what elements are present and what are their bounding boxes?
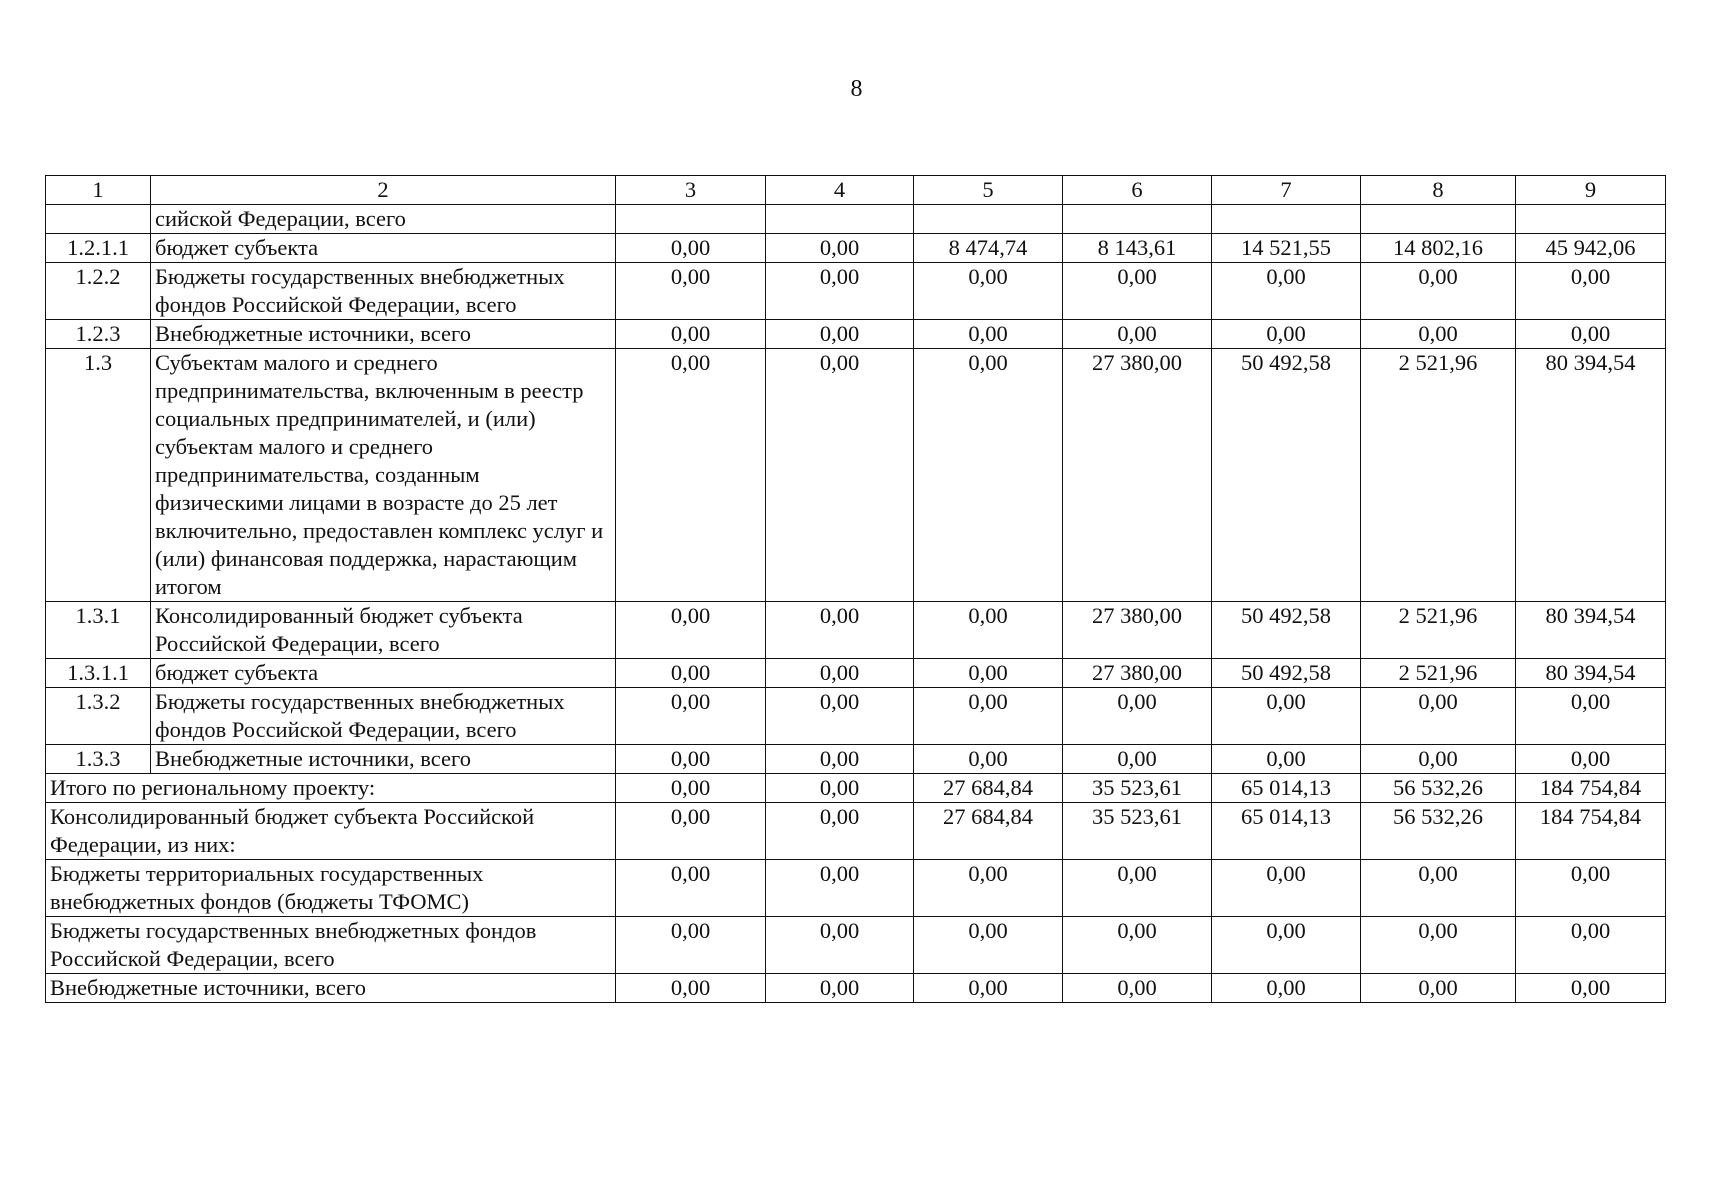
value-cell: 0,00 (616, 263, 766, 320)
total-row (46, 774, 1666, 803)
value-cell: 0,00 (616, 803, 766, 860)
value-cell: 50 492,58 (1212, 602, 1361, 659)
value-cell: 0,00 (1063, 688, 1212, 745)
row-code (46, 205, 151, 234)
total-row (46, 917, 1666, 974)
value-cell: 184 754,84 (1516, 774, 1666, 803)
value-cell: 0,00 (766, 774, 914, 803)
value-cell: 65 014,13 (1212, 774, 1361, 803)
table-row (46, 320, 1666, 349)
value-cell: 0,00 (1516, 320, 1666, 349)
table-row (46, 205, 1666, 234)
value-cell: 35 523,61 (1063, 803, 1212, 860)
value-cell: 0,00 (1361, 263, 1516, 320)
total-row-name: Итого по региональному проекту: (46, 774, 616, 803)
value-cell: 0,00 (766, 745, 914, 774)
value-cell: 56 532,26 (1361, 803, 1516, 860)
value-cell: 0,00 (766, 917, 914, 974)
value-cell: 8 474,74 (914, 234, 1063, 263)
value-cell: 0,00 (914, 688, 1063, 745)
value-cell: 56 532,26 (1361, 774, 1516, 803)
table-row (46, 234, 1666, 263)
row-code: 1.3 (46, 349, 151, 602)
value-cell: 0,00 (1361, 320, 1516, 349)
page-number: 8 (850, 76, 863, 102)
value-cell: 2 521,96 (1361, 659, 1516, 688)
value-cell: 0,00 (1063, 860, 1212, 917)
value-cell: 27 380,00 (1063, 602, 1212, 659)
value-cell: 0,00 (1361, 745, 1516, 774)
total-row (46, 803, 1666, 860)
header-cell: 9 (1516, 176, 1666, 205)
value-cell: 8 143,61 (1063, 234, 1212, 263)
table-body (46, 176, 1666, 1003)
value-cell: 0,00 (1212, 974, 1361, 1003)
value-cell: 0,00 (1361, 974, 1516, 1003)
value-cell: 2 521,96 (1361, 602, 1516, 659)
value-cell (1212, 205, 1361, 234)
value-cell: 0,00 (766, 263, 914, 320)
value-cell: 0,00 (1516, 917, 1666, 974)
table-row (46, 745, 1666, 774)
row-code: 1.3.3 (46, 745, 151, 774)
value-cell: 0,00 (616, 774, 766, 803)
value-cell (616, 205, 766, 234)
value-cell: 80 394,54 (1516, 602, 1666, 659)
row-name: Внебюджетные источники, всего (151, 745, 616, 774)
value-cell: 45 942,06 (1516, 234, 1666, 263)
value-cell: 0,00 (1516, 263, 1666, 320)
header-row (46, 176, 1666, 205)
value-cell: 0,00 (914, 349, 1063, 602)
value-cell: 0,00 (1212, 745, 1361, 774)
value-cell (1516, 205, 1666, 234)
row-name: Бюджеты государственных внебюджетных фондов Российской Федерации, всего (151, 263, 616, 320)
row-code: 1.3.1 (46, 602, 151, 659)
header-cell: 6 (1063, 176, 1212, 205)
header-cell: 3 (616, 176, 766, 205)
value-cell: 14 521,55 (1212, 234, 1361, 263)
row-code: 1.2.2 (46, 263, 151, 320)
total-row-name: Бюджеты государственных внебюджетных фондов Российской Федерации, всего (46, 917, 616, 974)
row-name: Консолидированный бюджет субъекта Российской Федерации, всего (151, 602, 616, 659)
value-cell: 50 492,58 (1212, 349, 1361, 602)
header-cell: 5 (914, 176, 1063, 205)
value-cell: 0,00 (1212, 917, 1361, 974)
value-cell: 0,00 (766, 974, 914, 1003)
value-cell: 0,00 (1361, 860, 1516, 917)
budget-table (45, 175, 1666, 1003)
total-row (46, 974, 1666, 1003)
value-cell: 0,00 (766, 659, 914, 688)
row-name: Бюджеты государственных внебюджетных фондов Российской Федерации, всего (151, 688, 616, 745)
value-cell: 0,00 (1212, 263, 1361, 320)
row-name: сийской Федерации, всего (151, 205, 616, 234)
value-cell: 0,00 (914, 659, 1063, 688)
value-cell (766, 205, 914, 234)
value-cell: 0,00 (766, 349, 914, 602)
value-cell: 0,00 (914, 917, 1063, 974)
value-cell: 14 802,16 (1361, 234, 1516, 263)
value-cell: 0,00 (616, 349, 766, 602)
value-cell: 0,00 (616, 659, 766, 688)
total-row-name: Внебюджетные источники, всего (46, 974, 616, 1003)
value-cell: 0,00 (616, 688, 766, 745)
value-cell: 0,00 (616, 234, 766, 263)
value-cell: 0,00 (914, 974, 1063, 1003)
value-cell: 80 394,54 (1516, 349, 1666, 602)
table-row (46, 263, 1666, 320)
total-row (46, 860, 1666, 917)
value-cell: 0,00 (1063, 917, 1212, 974)
value-cell: 65 014,13 (1212, 803, 1361, 860)
row-code: 1.2.3 (46, 320, 151, 349)
value-cell: 0,00 (766, 234, 914, 263)
value-cell: 27 684,84 (914, 774, 1063, 803)
value-cell: 0,00 (1063, 263, 1212, 320)
value-cell: 0,00 (1212, 320, 1361, 349)
value-cell: 27 380,00 (1063, 659, 1212, 688)
total-row-name: Консолидированный бюджет субъекта Российской Федерации, из них: (46, 803, 616, 860)
value-cell: 0,00 (616, 974, 766, 1003)
value-cell: 35 523,61 (1063, 774, 1212, 803)
value-cell (914, 205, 1063, 234)
row-code: 1.2.1.1 (46, 234, 151, 263)
row-code: 1.3.1.1 (46, 659, 151, 688)
table-row (46, 349, 1666, 602)
value-cell: 0,00 (1516, 974, 1666, 1003)
value-cell (1063, 205, 1212, 234)
value-cell: 0,00 (1212, 860, 1361, 917)
row-name: Субъектам малого и среднего предпринимательства, включенным в реестр социальных предпринимателей, и (или) субъектам малого и среднего предпринимательства, созданным физическими лицами в возрасте до 25 лет включительно, предоставлен комплекс услуг и (или) финансовая поддержка, нарастающим итогом (151, 349, 616, 602)
table-row (46, 659, 1666, 688)
value-cell: 0,00 (766, 602, 914, 659)
header-cell: 4 (766, 176, 914, 205)
value-cell: 0,00 (616, 320, 766, 349)
row-code: 1.3.2 (46, 688, 151, 745)
value-cell: 50 492,58 (1212, 659, 1361, 688)
value-cell: 0,00 (914, 263, 1063, 320)
value-cell: 0,00 (1516, 688, 1666, 745)
value-cell: 0,00 (914, 602, 1063, 659)
table-row (46, 688, 1666, 745)
header-cell: 8 (1361, 176, 1516, 205)
value-cell: 27 684,84 (914, 803, 1063, 860)
row-name: бюджет субъекта (151, 659, 616, 688)
row-name: бюджет субъекта (151, 234, 616, 263)
value-cell: 0,00 (1063, 320, 1212, 349)
value-cell: 0,00 (1361, 917, 1516, 974)
value-cell: 0,00 (1516, 860, 1666, 917)
value-cell: 27 380,00 (1063, 349, 1212, 602)
value-cell: 80 394,54 (1516, 659, 1666, 688)
value-cell: 0,00 (914, 320, 1063, 349)
value-cell: 0,00 (766, 860, 914, 917)
value-cell: 0,00 (766, 688, 914, 745)
value-cell: 0,00 (914, 745, 1063, 774)
row-name: Внебюджетные источники, всего (151, 320, 616, 349)
value-cell: 0,00 (616, 745, 766, 774)
header-cell: 1 (46, 176, 151, 205)
value-cell: 0,00 (1516, 745, 1666, 774)
table-row (46, 602, 1666, 659)
value-cell: 0,00 (766, 803, 914, 860)
header-cell: 7 (1212, 176, 1361, 205)
value-cell: 0,00 (1063, 745, 1212, 774)
value-cell: 0,00 (616, 602, 766, 659)
value-cell: 0,00 (616, 917, 766, 974)
total-row-name: Бюджеты территориальных государственных внебюджетных фондов (бюджеты ТФОМС) (46, 860, 616, 917)
value-cell: 0,00 (1063, 974, 1212, 1003)
value-cell: 0,00 (616, 860, 766, 917)
value-cell: 0,00 (1212, 688, 1361, 745)
header-cell: 2 (151, 176, 616, 205)
value-cell: 0,00 (1361, 688, 1516, 745)
value-cell (1361, 205, 1516, 234)
value-cell: 184 754,84 (1516, 803, 1666, 860)
value-cell: 0,00 (766, 320, 914, 349)
value-cell: 0,00 (914, 860, 1063, 917)
value-cell: 2 521,96 (1361, 349, 1516, 602)
